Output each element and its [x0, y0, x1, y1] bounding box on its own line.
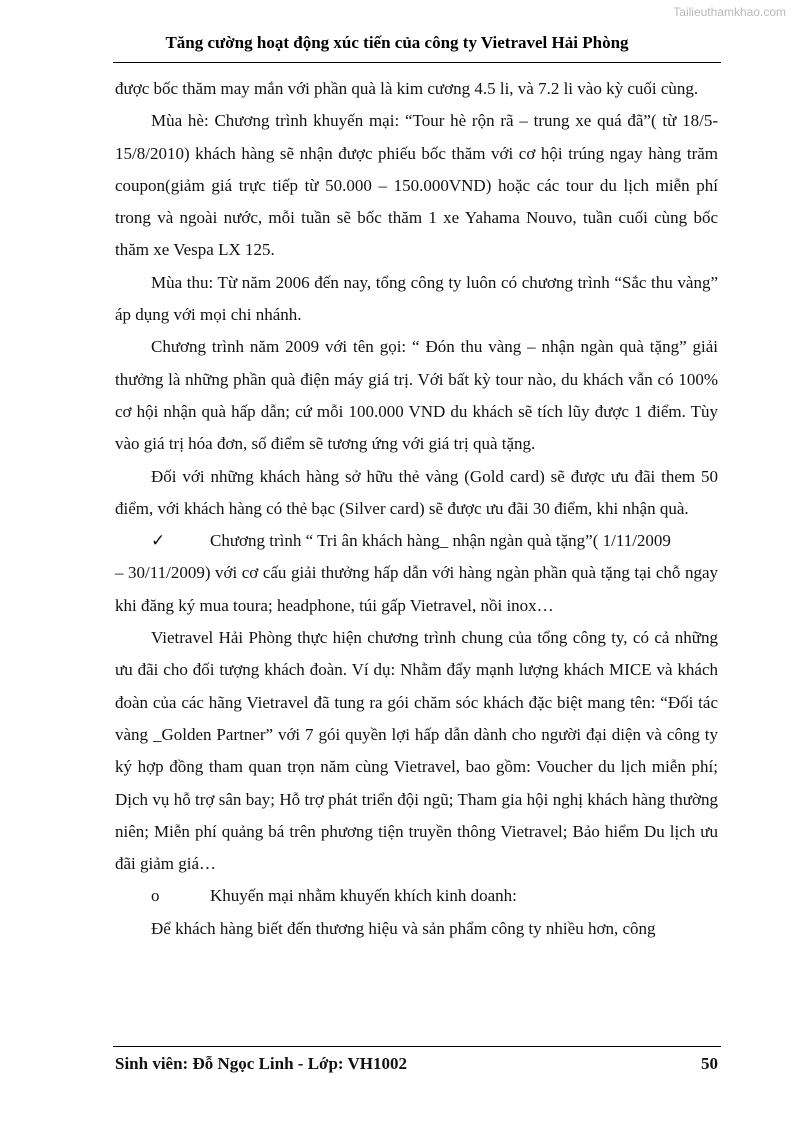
- paragraph-autumn: Mùa thu: Từ năm 2006 đến nay, tổng công ty luôn có chương trình “Sắc thu vàng” áp dụng với mọi chi nhánh.: [115, 272, 718, 325]
- circle-bullet-icon: o: [151, 886, 160, 906]
- sub-heading-item: [115, 880, 718, 912]
- checklist-item-continuation: – 30/11/2009) với cơ cấu giải thưởng hấp dẫn với hàng ngàn phần quà tặng tại chỗ ngay khi đăng ký mua toura; headphone, túi gấp Vietravel, nồi inox…: [115, 563, 718, 615]
- paragraph-golden-partner: Vietravel Hải Phòng thực hiện chương trình chung của tổng công ty, có cả những ưu đãi cho đối tượng khách đoàn. Ví dụ: Nhằm đẩy mạnh lượng khách MICE và khách đoàn của các hãng Vietravel đã tung ra gói chăm sóc khách đặc biệt mang tên: “Đối tác vàng _Golden Partner” với 7 gói quyền lợi hấp dẫn dành cho người đại diện và công ty ký hợp đồng tham quan trọn năm cùng Vietravel, bao gồm: Voucher du lịch miễn phí; Dịch vụ hỗ trợ sân bay; Hỗ trợ phát triển đội ngũ; Tham gia hội nghị khách hàng thường niên; Miễn phí quảng bá trên phương tiện truyền thông Vietravel; Bảo hiểm Du lịch ưu đãi giảm giá…: [115, 628, 718, 874]
- paragraph-last: Để khách hàng biết đến thương hiệu và sản phẩm công ty nhiều hơn, công: [151, 918, 656, 938]
- paragraph-card-benefits: Đối với những khách hàng sở hữu thẻ vàng (Gold card) sẽ được ưu đãi them 50 điểm, với khách hàng có thẻ bạc (Silver card) sẽ được ưu đãi 30 điểm, khi nhận quà.: [115, 466, 718, 518]
- footer-student-info: Sinh viên: Đỗ Ngọc Linh - Lớp: VH1002: [115, 1054, 408, 1073]
- sub-heading-text: Khuyến mại nhằm khuyến khích kinh doanh:: [210, 886, 517, 906]
- page-header-title: Tăng cường hoạt động xúc tiến của công ty Vietravel Hải Phòng: [165, 33, 629, 52]
- paragraph-summer: Mùa hè: Chương trình khuyến mại: “Tour hè rộn rã – trung xe quá đã”( từ 18/5- 15/8/2010) khách hàng sẽ nhận được phiếu bốc thăm với cơ hội trúng ngay hàng trăm coupon(giảm giá trực tiếp từ 50.000 – 150.000VND) hoặc các tour du lịch miễn phí trong và ngoài nước, mỗi tuần sẽ bốc thăm 1 xe Yahama Nouvo, tuần cuối cùng bốc thăm xe Vespa LX 125.: [115, 111, 718, 260]
- paragraph-1: được bốc thăm may mắn với phần quà là kim cương 4.5 li, và 7.2 li vào kỳ cuối cùng.: [115, 79, 699, 98]
- check-mark-icon: ✓: [151, 531, 166, 551]
- watermark: Tailieuthamkhao.com: [673, 5, 786, 19]
- header-divider: [113, 62, 721, 63]
- document-body: [115, 73, 718, 945]
- checklist-item: [115, 525, 718, 557]
- footer-divider: [113, 1046, 721, 1047]
- checklist-item-first-line: Chương trình “ Tri ân khách hàng_ nhận ngàn quà tặng”( 1/11/2009: [210, 531, 671, 551]
- paragraph-2009-program: Chương trình năm 2009 với tên gọi: “ Đón thu vàng – nhận ngàn quà tặng” giải thưởng là những phần quà điện máy giá trị. Với bất kỳ tour nào, du khách vẫn có 100% cơ hội nhận quà hấp dẫn; cứ mỗi 100.000 VND du khách sẽ tích lũy được 1 điểm. Tùy vào giá trị hóa đơn, số điểm sẽ tương ứng với giá trị quà tặng.: [115, 337, 718, 454]
- page-number: 50: [701, 1054, 718, 1073]
